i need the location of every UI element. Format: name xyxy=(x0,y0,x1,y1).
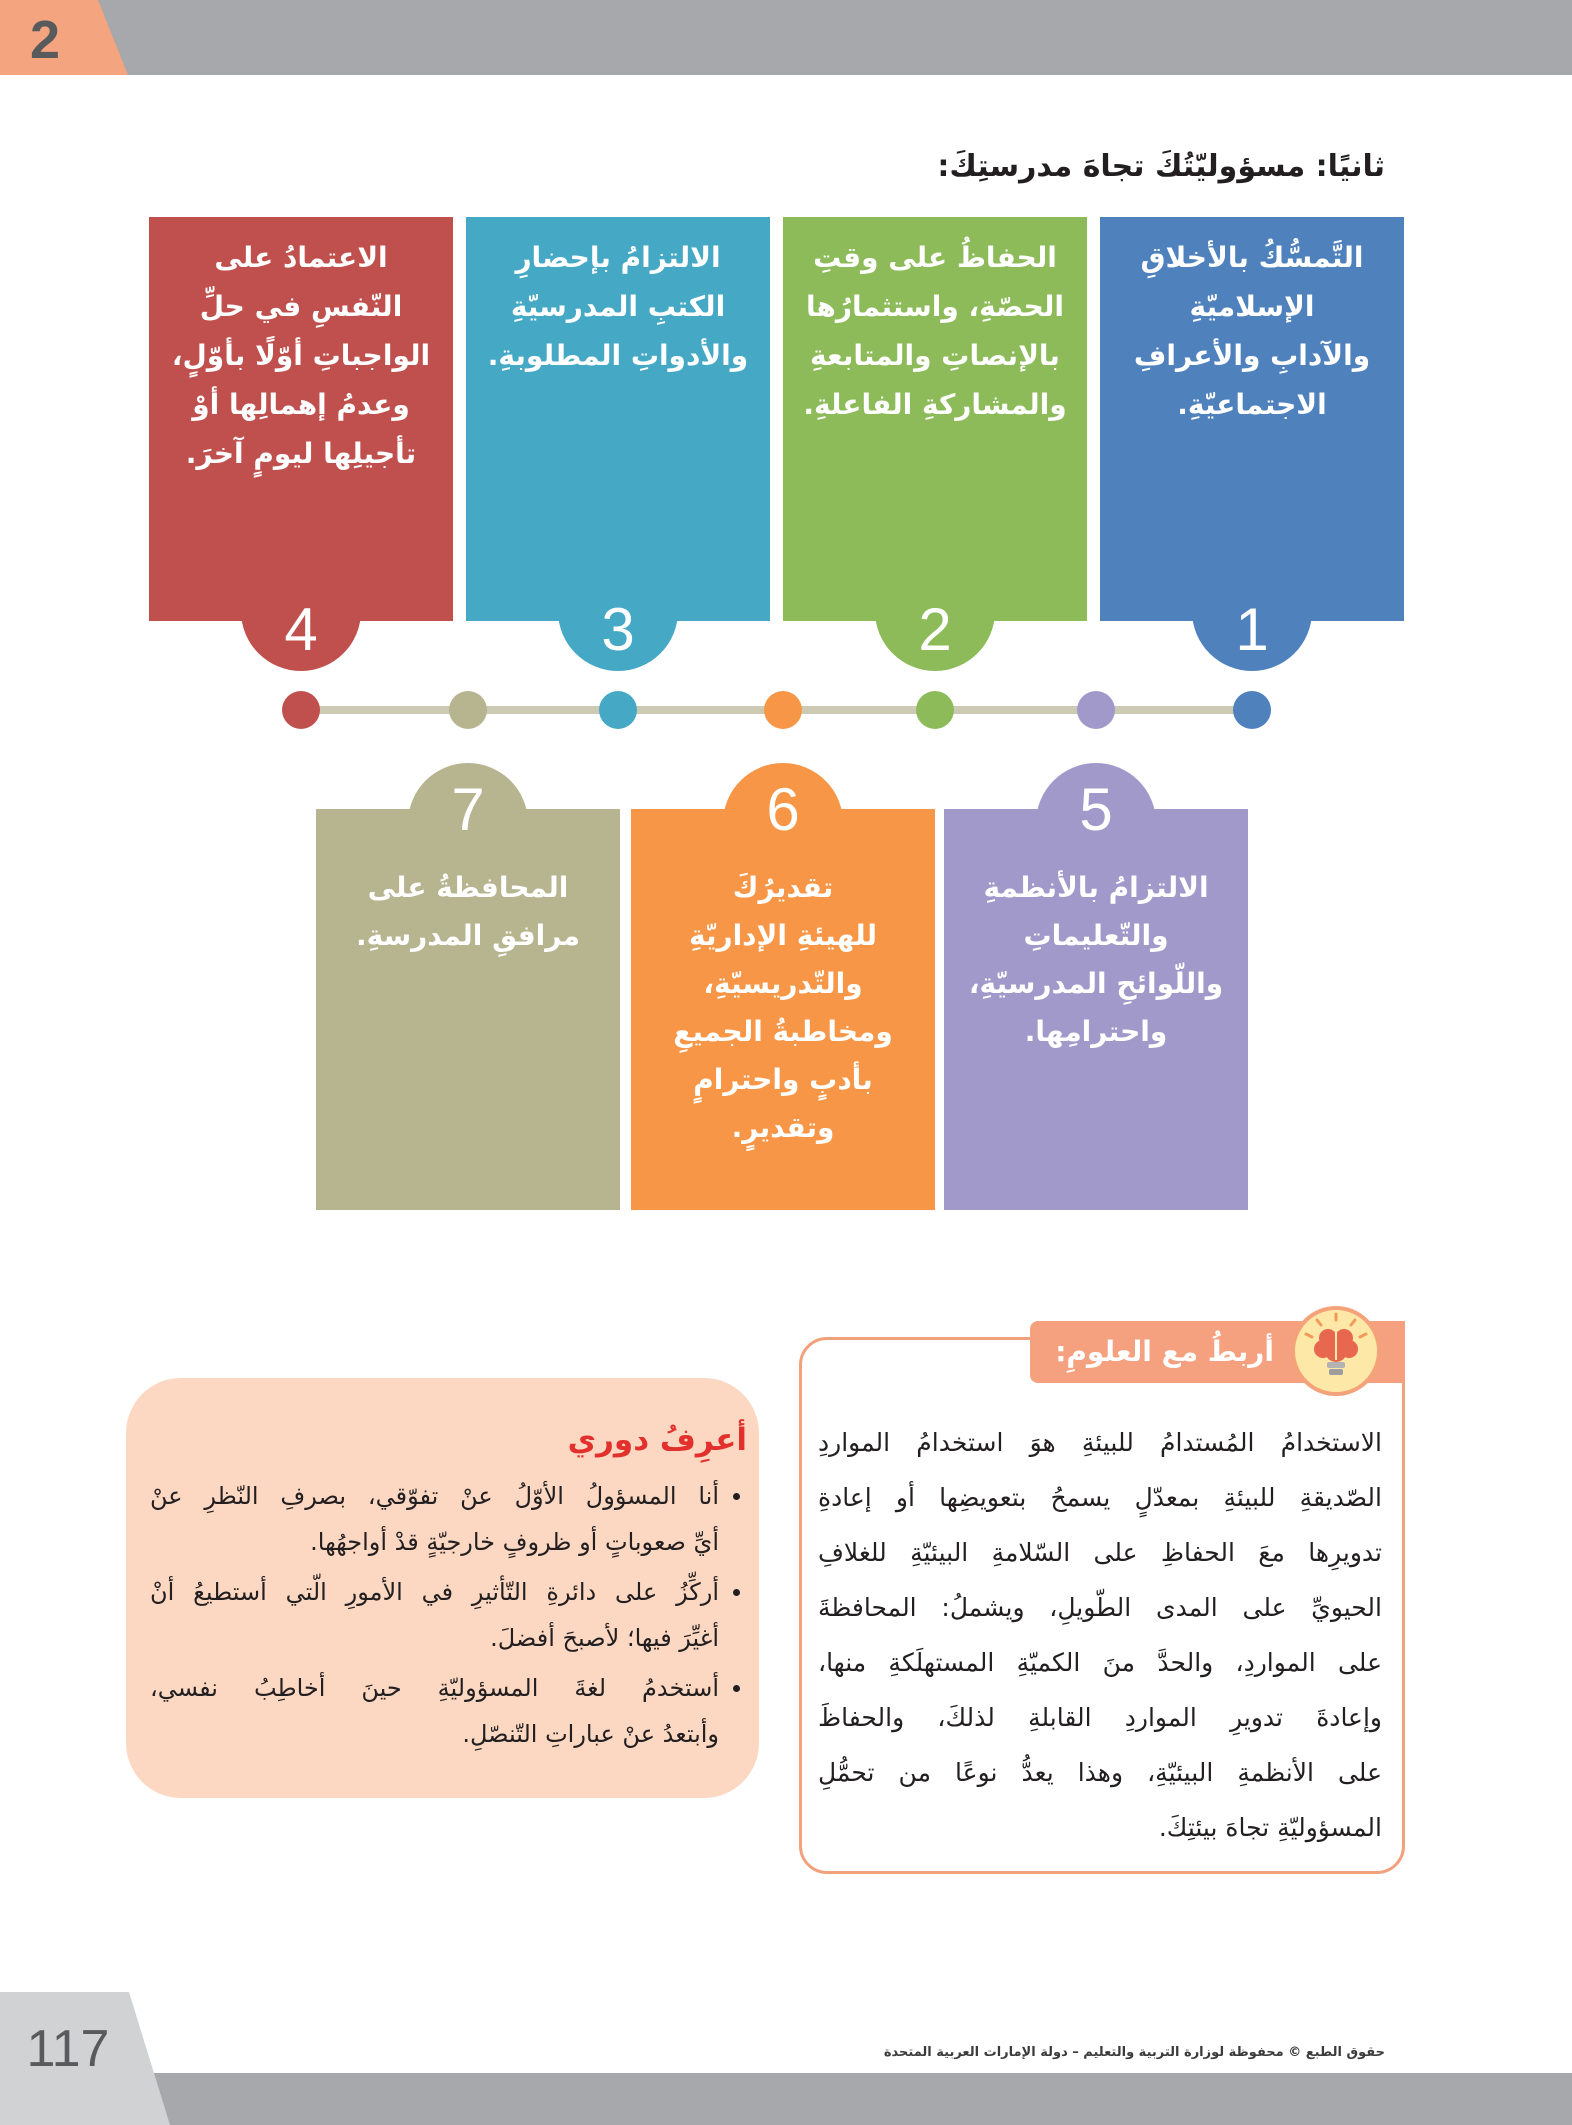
timeline-dot-teal xyxy=(599,691,637,729)
card-text-line: ومخاطبةُ الجميعِ xyxy=(673,1015,893,1048)
responsibility-text-7 xyxy=(316,809,620,960)
responsibility-text-2 xyxy=(783,217,1087,429)
card-text-line: بأدبٍ واحترامٍ xyxy=(693,1063,873,1096)
brain-lightbulb-icon xyxy=(1290,1305,1382,1397)
timeline-dot-khaki xyxy=(449,691,487,729)
know-my-role-title: أعرِفُ دوري xyxy=(567,1422,747,1458)
paragraph-line: المسؤوليّةِ تجاهَ بيئتِكَ. xyxy=(1158,1813,1382,1842)
paragraph-line: الاستخدامُ المُستدامُ للبيئةِ هوَ استخدامُ المواردِ xyxy=(818,1428,1382,1457)
card-text-line: تقديرُكَ xyxy=(732,871,834,904)
timeline-dot-orange xyxy=(764,691,802,729)
responsibility-card-7 xyxy=(316,809,620,1210)
card-text-line: الالتزامُ بالأنظمةِ xyxy=(983,871,1209,904)
list-item xyxy=(126,1473,759,1565)
number-badge-1 xyxy=(1192,551,1312,671)
number-badge-2 xyxy=(875,551,995,671)
list-item-line: أركِّزُ على دائرةِ التّأثيرِ في الأمورِ الّتي أستطيعُ أنْ xyxy=(150,1578,719,1606)
responsibility-card-5 xyxy=(944,809,1248,1210)
card-text-line: وعدمُ إهمالِها أوْ xyxy=(192,388,410,421)
list-item xyxy=(126,1569,759,1661)
list-item-line: أيِّ صعوباتٍ أو ظروفٍ خارجيّةٍ قدْ أواجهُها. xyxy=(310,1528,719,1556)
card-text-line: الكتبِ المدرسيّةِ xyxy=(510,290,726,323)
responsibility-number-1: 1 xyxy=(1235,596,1269,663)
responsibility-number-4: 4 xyxy=(284,596,318,663)
card-text-line: المحافظةُ على xyxy=(367,871,569,904)
responsibility-text-4 xyxy=(149,217,453,478)
list-item-line: أغيِّرَ فيها؛ لأصبحَ أفضلَ. xyxy=(490,1624,719,1652)
card-text-line: التَّمسُّكُ بالأخلاقِ xyxy=(1140,241,1364,274)
know-my-role-box xyxy=(126,1378,759,1798)
card-text-line: النّفسِ في حلِّ xyxy=(199,290,403,323)
know-my-role-list xyxy=(126,1473,759,1757)
page-number: 117 xyxy=(26,2020,110,2078)
bullet-dot-icon xyxy=(733,1493,740,1500)
paragraph-line: وإعادةَ تدويرِ المواردِ القابلةِ لذلكَ، والحفاظَ xyxy=(818,1703,1382,1732)
paragraph-line: الحيويِّ على المدى الطّويلِ، ويشملُ: المحافظةَ xyxy=(818,1593,1382,1622)
card-text-line: الحفاظُ على وقتِ xyxy=(813,241,1057,274)
timeline-dot-green xyxy=(916,691,954,729)
responsibility-card-6 xyxy=(631,809,935,1210)
science-link-box xyxy=(799,1337,1405,1874)
card-text-line: الحصّةِ، واستثمارُها xyxy=(806,290,1064,323)
card-text-line: والأدواتِ المطلوبةِ. xyxy=(487,339,749,372)
number-badge-3 xyxy=(558,551,678,671)
card-text-line: الاعتمادُ على xyxy=(214,241,388,274)
chapter-number: 2 xyxy=(29,10,61,70)
list-item-line: أستخدمُ لغةَ المسؤوليّةِ حينَ أخاطِبُ نفسي، xyxy=(150,1674,719,1702)
responsibility-number-3: 3 xyxy=(601,596,635,663)
paragraph-line: تدويرِها معَ الحفاظِ على السّلامةِ البيئيّةِ للغلافِ xyxy=(818,1538,1382,1567)
bullet-dot-icon xyxy=(733,1589,740,1596)
responsibility-number-6: 6 xyxy=(766,776,800,843)
responsibility-text-1 xyxy=(1100,217,1404,429)
responsibility-text-6 xyxy=(631,809,935,1152)
card-text-line: الإسلاميّةِ xyxy=(1189,290,1315,323)
copyright-notice: حقوق الطبع © محفوظة لوزارة التربية والتعليم – دولة الإمارات العربية المتحدة xyxy=(883,2045,1385,2060)
card-text-line: الاجتماعيّةِ. xyxy=(1177,388,1327,421)
bulb-base-lower xyxy=(1329,1369,1343,1375)
card-text-line: بالإنصاتِ والمتابعةِ xyxy=(810,339,1060,372)
timeline-dot-purple xyxy=(1077,691,1115,729)
responsibility-number-7: 7 xyxy=(451,776,485,843)
card-text-line: تأجيلِها ليومٍ آخرَ. xyxy=(185,437,417,470)
card-text-line: واحترامِها. xyxy=(1024,1015,1168,1048)
number-badge-4 xyxy=(241,551,361,671)
card-text-line: والمشاركةِ الفاعلةِ. xyxy=(803,388,1067,421)
paragraph-line: على المواردِ، والحدَّ منَ الكميّةِ المستهلَكةِ منها، xyxy=(818,1648,1382,1677)
list-item-line: وأبتعدُ عنْ عباراتِ التّنصّلِ. xyxy=(462,1720,719,1748)
bottom-footer-bar xyxy=(0,2073,1572,2125)
card-text-line: للهيئةِ الإداريّةِ xyxy=(688,919,878,952)
card-text-line: والتّعليماتِ xyxy=(1023,919,1169,952)
card-text-line: وتقديرٍ. xyxy=(731,1111,835,1144)
card-text-line: واللّوائحِ المدرسيّةِ، xyxy=(968,967,1224,1000)
responsibility-number-2: 2 xyxy=(918,596,952,663)
card-text-line: الالتزامُ بإحضارِ xyxy=(515,241,721,274)
responsibility-text-5 xyxy=(944,809,1248,1056)
card-text-line: والتّدريسيّةِ، xyxy=(703,967,863,1000)
paragraph-line: الصّديقةِ للبيئةِ بمعدّلٍ يسمحُ بتعويضِها أو إعادةِ xyxy=(818,1483,1382,1512)
timeline-dot-blue xyxy=(1233,691,1271,729)
science-link-title: أربطُ مع العلومِ: xyxy=(1055,1335,1274,1368)
paragraph-line: على الأنظمةِ البيئيّةِ، وهذا يعدُّ نوعًا من تحمُّلِ xyxy=(818,1758,1382,1787)
bullet-dot-icon xyxy=(733,1685,740,1692)
timeline-dot-red xyxy=(282,691,320,729)
card-text-line: والآدابِ والأعرافِ xyxy=(1133,339,1371,372)
top-header-bar xyxy=(0,0,1572,75)
responsibility-text-3 xyxy=(466,217,770,380)
section-heading: ثانيًا: مسؤوليّتُكَ تجاهَ مدرستِكَ: xyxy=(937,149,1385,184)
card-text-line: مرافقِ المدرسةِ. xyxy=(356,919,580,952)
card-text-line: الواجباتِ أوّلًا بأوّلٍ، xyxy=(171,339,431,372)
list-item-line: أنا المسؤولُ الأوّلُ عنْ تفوّقي، بصرفِ النّظرِ عنْ xyxy=(150,1482,719,1510)
list-item xyxy=(126,1665,759,1757)
bulb-base-upper xyxy=(1327,1362,1345,1368)
responsibility-number-5: 5 xyxy=(1079,776,1113,843)
science-link-paragraph xyxy=(818,1415,1382,1855)
